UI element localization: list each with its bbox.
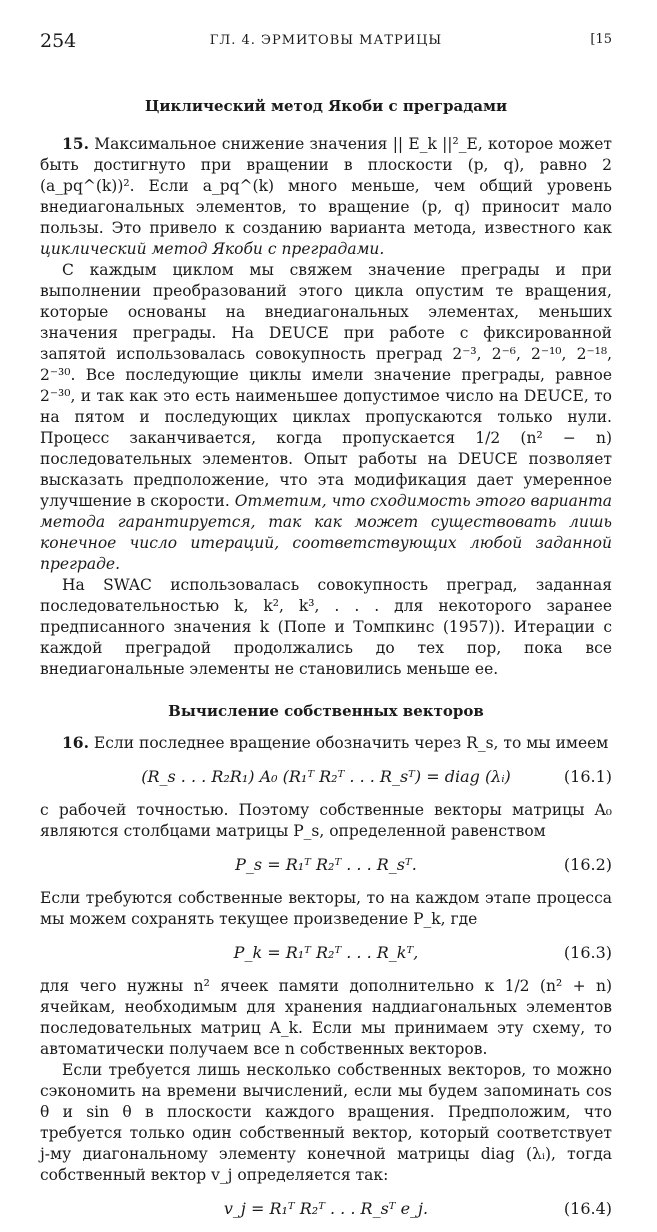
- section-marker: [15: [590, 32, 612, 47]
- paragraph-number: 15.: [62, 134, 89, 153]
- equation-formula: (R_s . . . R₂R₁) A₀ (R₁ᵀ R₂ᵀ . . . R_sᵀ) = diag (λᵢ): [141, 767, 511, 786]
- paragraph-15: [40, 133, 612, 260]
- equation-number: (16.2): [563, 855, 612, 874]
- equation-number: (16.4): [563, 1199, 612, 1218]
- section-title-eigenvectors: Вычисление собственных векторов: [168, 702, 484, 720]
- paragraph-text: Если последнее вращение обозначить через R_s, то мы имеем: [93, 734, 609, 752]
- paragraph-text: Максимальное снижение значения || E_k ||²_E, которое может быть достигнуто при вращении в плоскости (p, q), равно 2 (a_pq^(k))². Если a_pq^(k) много меньше, чем общий уровень внедиагональных элементов, то вращение (p, q) приносит мало пользы. Это привело к созданию варианта метода, известного как: [40, 135, 612, 237]
- paragraph-text: Если требуется лишь несколько собственных векторов, то можно сэкономить на времени вычислений, если мы будем запоминать cos θ и sin θ в плоскости каждого вращения. Предположим, что требуется только один собственный вектор, который соответствует j-му диагональному элементу конечной матрицы diag (λᵢ), тогда собственный вектор v_j определяется так:: [40, 1061, 612, 1184]
- equation-formula: P_s = R₁ᵀ R₂ᵀ . . . R_sᵀ.: [235, 855, 417, 874]
- page-number: 254: [40, 30, 77, 52]
- running-title: ГЛ. 4. ЭРМИТОВЫ МАТРИЦЫ: [209, 33, 443, 48]
- equation-16-4: [40, 1192, 612, 1226]
- equation-number: (16.1): [563, 767, 612, 786]
- equation-16-3: [40, 936, 612, 970]
- equation-number: (16.3): [563, 943, 612, 962]
- section-title-jacobi: Циклический метод Якоби с преградами: [144, 97, 508, 115]
- paragraph-emphasis: циклический метод Якоби с преградами.: [40, 240, 385, 258]
- page: [40, 30, 612, 1232]
- paragraph-text: с рабочей точностью. Поэтому собственные векторы матрицы A₀ являются столбцами матрицы P_s, определенной равенством: [40, 801, 612, 840]
- paragraph-text: Если требуются собственные векторы, то на каждом этапе процесса мы можем сохранять текущее произведение P_k, где: [40, 889, 612, 928]
- equation-formula: P_k = R₁ᵀ R₂ᵀ . . . R_kᵀ,: [233, 943, 419, 962]
- paragraph-text: для чего нужны n² ячеек памяти дополнительно к 1/2 (n² + n) ячейкам, необходимым для хранения наддиагональных элементов последовательных матриц A_k. Если мы принимаем эту схему, то автоматически получаем все n собственных векторов.: [40, 977, 612, 1058]
- paragraph-barriers: [40, 260, 612, 575]
- paragraph-emphasis: Отметим, что сходимость этого варианта метода гарантируется, так как может существовать лишь конечное число итераций, соответствующих любой заданной преграде.: [40, 492, 613, 573]
- paragraph-16: [40, 732, 612, 754]
- paragraph-swac: На SWAC использовалась совокупность преград, заданная последовательностью k, k², k³, . . . для некоторого заранее предписанного значения k (Попе и Томпкинс (1957)). Итерации с каждой преградой продолжались до тех пор, пока все внедиагональные элементы не становились меньше ее.: [40, 576, 612, 678]
- equation-formula: v_j = R₁ᵀ R₂ᵀ . . . R_sᵀ e_j.: [223, 1199, 429, 1218]
- equation-16-1: [40, 760, 612, 794]
- equation-16-2: [40, 848, 612, 882]
- page-header: [40, 30, 612, 52]
- paragraph-text: С каждым циклом мы свяжем значение преграды и при выполнении преобразований этого цикла опустим те вращения, которые основаны на внедиагональных элементах, меньших значения преграды. На DEUCE при работе с фиксированной запятой использовалась совокупность преград 2⁻³, 2⁻⁶, 2⁻¹⁰, 2⁻¹⁸, 2⁻³⁰. Все последующие циклы имели значение преграды, равное 2⁻³⁰, и так как это есть наименьшее допустимое число на DEUCE, то на пятом и последующих циклах пропускаются только нули. Процесс заканчивается, когда пропускается 1/2 (n² − n) последовательных элементов. Опыт работы на DEUCE позволяет высказать предположение, что эта модификация дает умеренное улучшение в скорости.: [40, 261, 612, 510]
- paragraph-number: 16.: [62, 733, 89, 752]
